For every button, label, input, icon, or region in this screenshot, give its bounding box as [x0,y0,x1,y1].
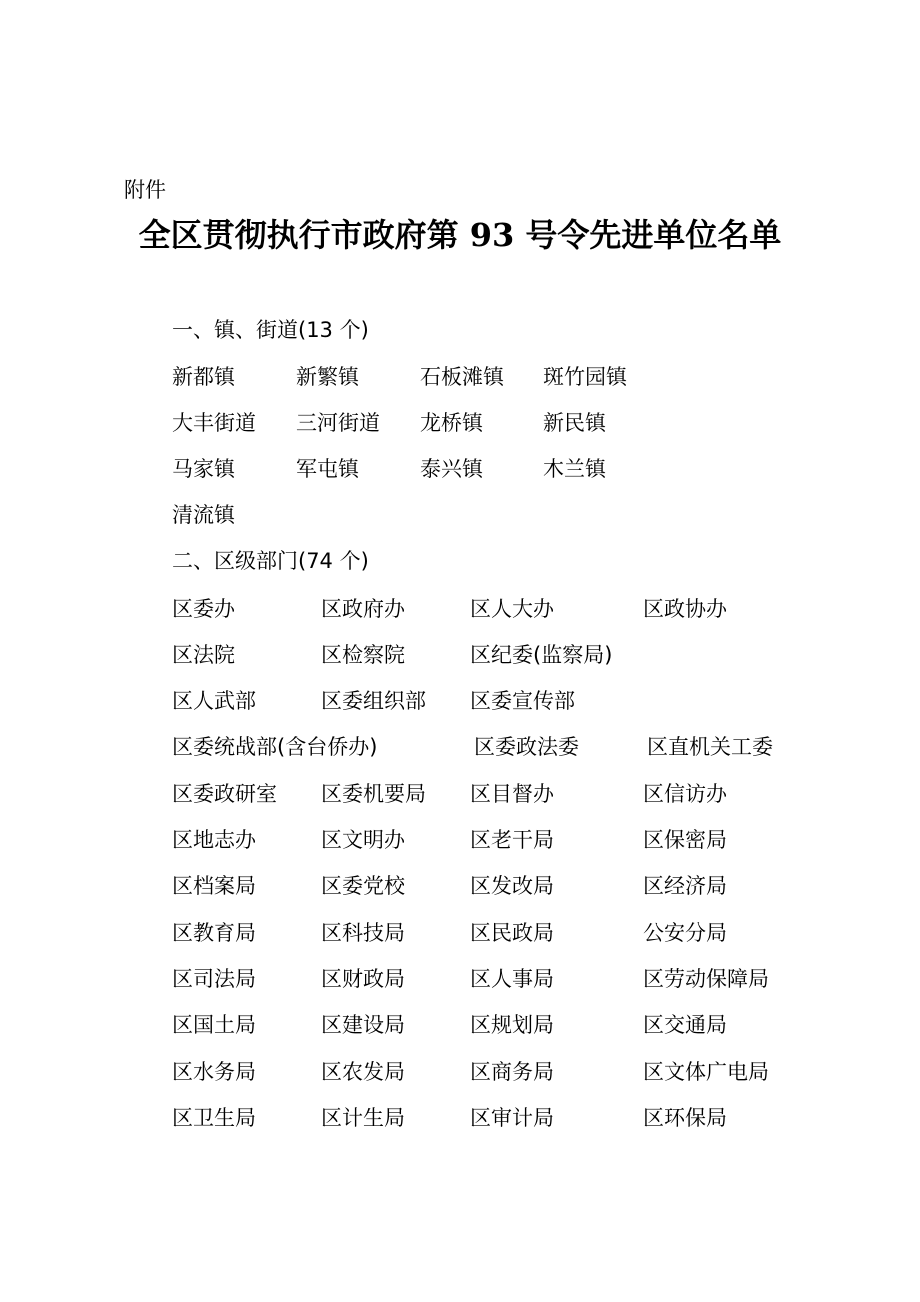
department-name: 区地志办 [172,828,256,852]
department-name: 区劳动保障局 [643,967,769,991]
department-name: 区委政研室 [172,782,277,806]
department-row [0,825,920,855]
department-name: 区纪委(监察局) [470,643,613,667]
town-name: 军屯镇 [296,457,359,481]
document-title: 全区贯彻执行市政府第 93 号令先进单位名单 [138,216,782,254]
department-name: 区卫生局 [172,1106,256,1130]
town-name: 泰兴镇 [420,457,483,481]
town-name: 龙桥镇 [420,411,483,435]
department-name: 区档案局 [172,874,256,898]
department-name: 区人事局 [470,967,554,991]
department-name: 区交通局 [643,1013,727,1037]
town-name: 新繁镇 [296,365,359,389]
department-name: 区信访办 [643,782,727,806]
department-name: 区目督办 [470,782,554,806]
department-name: 区民政局 [470,921,554,945]
department-name: 区计生局 [321,1106,405,1130]
department-name: 区经济局 [643,874,727,898]
town-name: 三河街道 [296,411,380,435]
department-name: 区委政法委 [474,735,579,759]
department-name: 区国土局 [172,1013,256,1037]
town-name: 石板滩镇 [420,365,504,389]
department-name: 区建设局 [321,1013,405,1037]
department-row [0,964,920,994]
department-name: 区教育局 [172,921,256,945]
department-name: 区政府办 [321,597,405,621]
department-name: 区政协办 [643,597,727,621]
department-name: 区规划局 [470,1013,554,1037]
department-name: 区委宣传部 [470,689,575,713]
town-name: 木兰镇 [543,457,606,481]
department-name: 区科技局 [321,921,405,945]
department-name: 区委统战部(含台侨办) [172,735,378,759]
department-row [0,732,920,762]
town-name: 新都镇 [172,365,235,389]
department-name: 区人武部 [172,689,256,713]
department-name: 区委党校 [321,874,405,898]
department-name: 区委组织部 [321,689,426,713]
department-name: 区司法局 [172,967,256,991]
department-name: 区老干局 [470,828,554,852]
department-name: 区委办 [172,597,235,621]
town-name: 斑竹园镇 [543,365,627,389]
department-name: 区财政局 [321,967,405,991]
department-name: 区保密局 [643,828,727,852]
town-row [0,500,920,530]
department-name: 区发改局 [470,874,554,898]
attachment-label: 附件 [124,178,166,202]
department-row [0,686,920,716]
town-row [0,362,920,392]
department-name: 区直机关工委 [647,735,773,759]
department-name: 区水务局 [172,1060,256,1084]
department-name: 区农发局 [321,1060,405,1084]
department-name: 区文明办 [321,828,405,852]
department-name: 区环保局 [643,1106,727,1130]
town-name: 马家镇 [172,457,235,481]
department-name: 区审计局 [470,1106,554,1130]
department-row [0,594,920,624]
department-name: 区商务局 [470,1060,554,1084]
department-row [0,918,920,948]
town-row [0,454,920,484]
department-name: 区委机要局 [321,782,426,806]
department-name: 区文体广电局 [643,1060,769,1084]
department-name: 公安分局 [643,921,727,945]
town-name: 清流镇 [172,503,235,527]
department-row [0,871,920,901]
department-row [0,1103,920,1133]
town-name: 大丰街道 [172,411,256,435]
department-name: 区法院 [172,643,235,667]
section-heading-departments: 二、区级部门(74 个) [172,549,369,573]
department-name: 区检察院 [321,643,405,667]
department-row [0,1057,920,1087]
department-row [0,640,920,670]
department-row [0,1010,920,1040]
section-heading-towns: 一、镇、街道(13 个) [172,318,369,342]
town-name: 新民镇 [543,411,606,435]
department-row [0,779,920,809]
town-row [0,408,920,438]
department-name: 区人大办 [470,597,554,621]
